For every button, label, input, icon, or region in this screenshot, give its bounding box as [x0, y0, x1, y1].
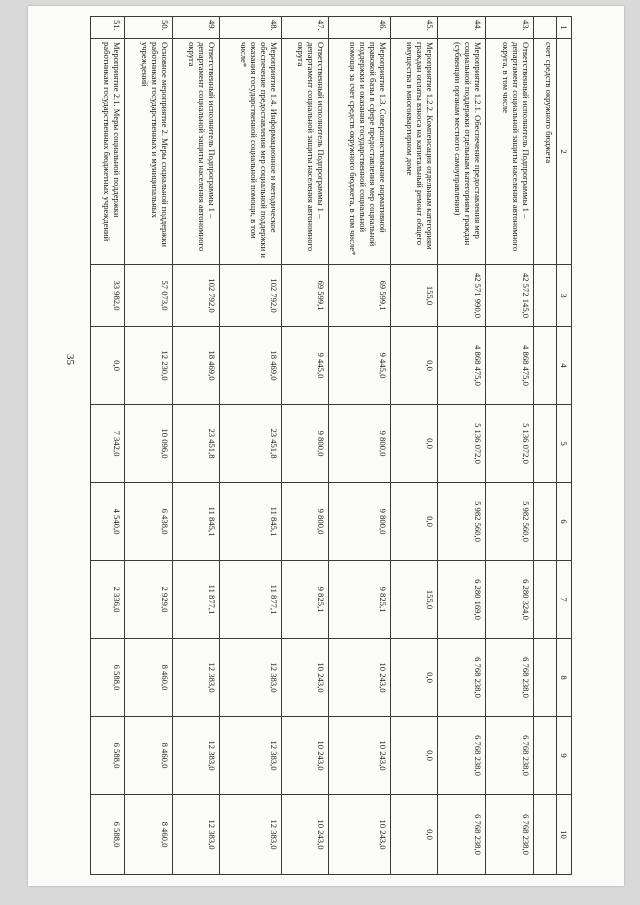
row-value-c4: 0,0 [390, 327, 438, 405]
row-value-c5: 23 451,8 [220, 405, 281, 483]
row-value-c6: 11 845,1 [172, 483, 220, 561]
row-value-c9: 8 460,0 [125, 717, 173, 795]
row-value-c5: 5 136 072,0 [438, 405, 486, 483]
row-value-c4: 9 445,0 [329, 327, 390, 405]
table-row [220, 17, 281, 875]
row-value-c3: 102 792,0 [172, 265, 220, 327]
row-value-c5: 9 800,0 [329, 405, 390, 483]
row-value-c8: 12 383,0 [172, 639, 220, 717]
table-row [281, 17, 329, 875]
table-row [390, 17, 438, 875]
header-row [557, 17, 572, 875]
row-value-c10: 10 243,0 [281, 795, 329, 875]
col-header-5: 5 [557, 405, 572, 483]
row-value-c7: 6 280 169,0 [438, 561, 486, 639]
row-value-c7: 11 877,1 [220, 561, 281, 639]
row-value-c7: 9 825,1 [281, 561, 329, 639]
row-number: 51. [91, 17, 125, 39]
rotated-table-wrapper [90, 16, 572, 874]
row-value-c8: 10 243,0 [281, 639, 329, 717]
row-value-c8: 0,0 [390, 639, 438, 717]
row-value-c4: 0,0 [91, 327, 125, 405]
col-header-8: 8 [557, 639, 572, 717]
row-value-c10: 0,0 [390, 795, 438, 875]
row-value-c7: 155,0 [390, 561, 438, 639]
row-value-c8: 10 243,0 [329, 639, 390, 717]
row-value-c3: 155,0 [390, 265, 438, 327]
row-number: 49. [172, 17, 220, 39]
row-value-c3: 33 982,0 [91, 265, 125, 327]
table-row [329, 17, 390, 875]
row-value-c9: 12 383,0 [172, 717, 220, 795]
col-header-4: 4 [557, 327, 572, 405]
row-value-c10: 12 383,0 [220, 795, 281, 875]
row-value-c3: 69 599,1 [329, 265, 390, 327]
row-value-c10: 6 588,0 [91, 795, 125, 875]
row-value-c9: 0,0 [390, 717, 438, 795]
row-number: 48. [220, 17, 281, 39]
row-number: 46. [329, 17, 390, 39]
budget-table [90, 16, 572, 875]
row-number: 44. [438, 17, 486, 39]
row-value-c5: 23 451,8 [172, 405, 220, 483]
row-value-c7: 9 825,1 [329, 561, 390, 639]
row-value-c6: 9 800,0 [329, 483, 390, 561]
row-value-c4: 4 868 475,0 [438, 327, 486, 405]
row-value-c7: 11 877,1 [172, 561, 220, 639]
row-value-c6: 6 438,0 [125, 483, 173, 561]
row-value-c9: 6 768 238,0 [438, 717, 486, 795]
table-row [91, 17, 125, 875]
col-header-1: 1 [557, 17, 572, 39]
row-value-c5: 9 800,0 [281, 405, 329, 483]
row-name: Мероприятие 1.4. Информационное и методическое обеспечение предоставления мер социальной поддержки и оказания государственной социальной помощи, в том числе* [220, 39, 281, 265]
row-value-c9: 10 243,0 [281, 717, 329, 795]
row-value-c6: 0,0 [390, 483, 438, 561]
row-name: Ответственный исполнитель Подпрограммы 1 – департамент социальной защиты населения автономного округа [281, 39, 329, 265]
row-name: Мероприятие 1.3. Совершенствование нормативной правовой базы в сфере предоставления мер социальной поддержки и оказания государственной социальной помощи за счет средств окружного бюджета, в том числе* [329, 39, 390, 265]
row-value-c10: 10 243,0 [329, 795, 390, 875]
row-value-c9: 10 243,0 [329, 717, 390, 795]
row-number: 43. [486, 17, 534, 39]
row-value-c3: 42 572 145,0 [486, 265, 534, 327]
col-header-9: 9 [557, 717, 572, 795]
row-value-c3: 42 571 990,0 [438, 265, 486, 327]
row-name: Мероприятие 2.1. Меры социальной поддержки работникам государственных бюджетных учреждений [91, 39, 125, 265]
row-value-c7: 2 929,0 [125, 561, 173, 639]
table-body [91, 17, 534, 875]
col-header-7: 7 [557, 561, 572, 639]
row-value-c6: 5 982 560,0 [486, 483, 534, 561]
row-number: 47. [281, 17, 329, 39]
row-value-c3: 102 792,0 [220, 265, 281, 327]
row-value-c4: 18 469,0 [220, 327, 281, 405]
col-header-3: 3 [557, 265, 572, 327]
row-value-c4: 4 868 475,0 [486, 327, 534, 405]
table-row [486, 17, 534, 875]
row-value-c9: 6 588,0 [91, 717, 125, 795]
table-row [438, 17, 486, 875]
row-name: Основное мероприятие 2. Меры социальной поддержки работникам государственных и муниципальных учреждений [125, 39, 173, 265]
row-value-c4: 9 445,0 [281, 327, 329, 405]
row-name: Мероприятие 1.2.2. Компенсация отдельным категориям граждан оплаты взноса на капитальный ремонт общего имущества в многоквартирном доме [390, 39, 438, 265]
row-value-c9: 6 768 238,0 [486, 717, 534, 795]
row-value-c8: 6 768 238,0 [438, 639, 486, 717]
col-header-6: 6 [557, 483, 572, 561]
row-value-c3: 57 073,0 [125, 265, 173, 327]
row-value-c4: 18 469,0 [172, 327, 220, 405]
row-value-c8: 6 588,0 [91, 639, 125, 717]
row-value-c6: 9 800,0 [281, 483, 329, 561]
row-value-c5: 7 342,0 [91, 405, 125, 483]
row-value-c8: 8 460,0 [125, 639, 173, 717]
continuation-row [533, 17, 556, 875]
col-header-2: 2 [557, 39, 572, 265]
row-value-c6: 11 845,1 [220, 483, 281, 561]
row-value-c6: 4 540,0 [91, 483, 125, 561]
row-value-c10: 6 768 238,0 [486, 795, 534, 875]
row-value-c3: 69 599,1 [281, 265, 329, 327]
row-value-c5: 0,0 [390, 405, 438, 483]
row-name: Мероприятие 1.2.1. Обеспечение предоставления мер социальной поддержки отдельным категориям граждан (субвенции органам местного самоуправления) [438, 39, 486, 265]
row-value-c9: 12 383,0 [220, 717, 281, 795]
row-value-c10: 6 768 238,0 [438, 795, 486, 875]
col-header-10: 10 [557, 795, 572, 875]
table-row [172, 17, 220, 875]
row-value-c8: 6 768 238,0 [486, 639, 534, 717]
row-value-c6: 5 982 560,0 [438, 483, 486, 561]
row-value-c10: 12 383,0 [172, 795, 220, 875]
continuation-text: счет средств окружного бюджета [533, 39, 556, 265]
row-value-c8: 12 383,0 [220, 639, 281, 717]
row-number: 50. [125, 17, 173, 39]
table-row [125, 17, 173, 875]
row-name: Ответственный исполнитель Подпрограммы 1 – департамент социальной защиты населения автономного округа, в том числе [486, 39, 534, 265]
row-number: 45. [390, 17, 438, 39]
row-name: Ответственный исполнитель Подпрограммы 1 – департамент социальной защиты населения автономного округа [172, 39, 220, 265]
page-number: 35 [64, 354, 76, 365]
row-value-c10: 8 460,0 [125, 795, 173, 875]
row-value-c7: 6 280 324,0 [486, 561, 534, 639]
row-value-c4: 12 230,0 [125, 327, 173, 405]
row-value-c5: 10 096,0 [125, 405, 173, 483]
row-value-c7: 2 336,0 [91, 561, 125, 639]
document-page [28, 6, 624, 886]
row-value-c5: 5 136 072,0 [486, 405, 534, 483]
